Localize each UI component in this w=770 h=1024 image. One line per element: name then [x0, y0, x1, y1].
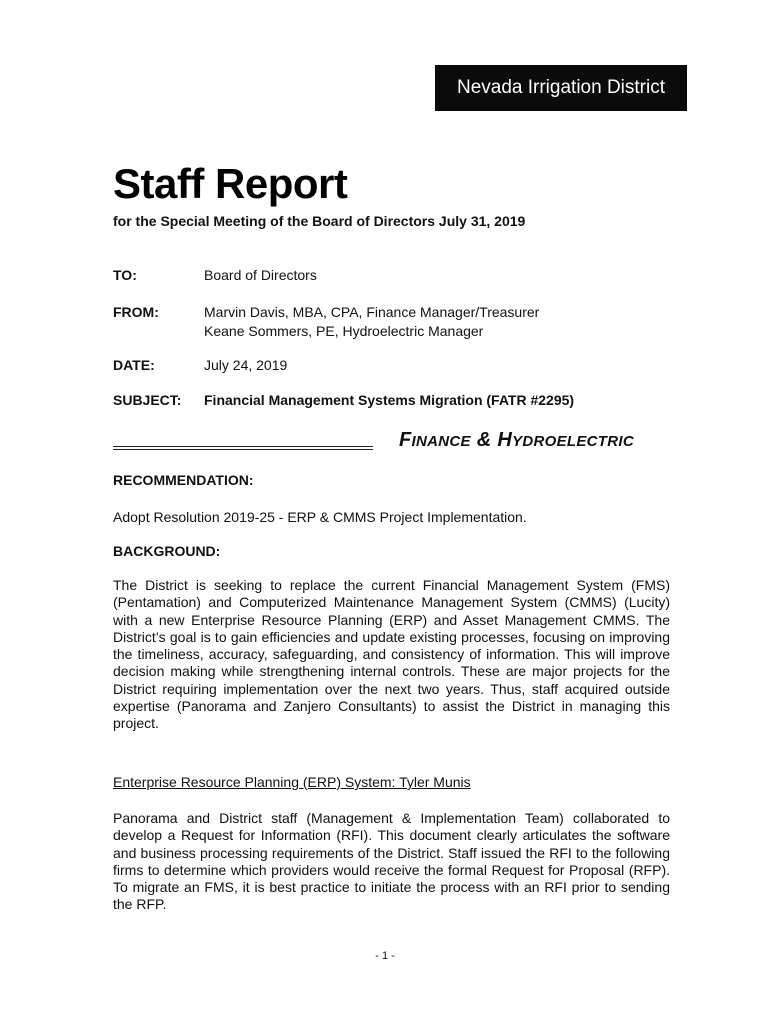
- memo-from-value: [204, 303, 539, 341]
- memo-subject-label: SUBJECT:: [113, 392, 182, 408]
- recommendation-text: Adopt Resolution 2019-25 - ERP & CMMS Project Implementation.: [113, 509, 527, 525]
- page-number: - 1 -: [375, 950, 395, 962]
- memo-date-row: [113, 356, 287, 375]
- memo-from-line-1: Marvin Davis, MBA, CPA, Finance Manager/Treasurer: [204, 304, 540, 320]
- report-subtitle: for the Special Meeting of the Board of Directors July 31, 2019: [113, 213, 526, 229]
- organization-banner: [435, 65, 687, 111]
- memo-date-label: DATE:: [113, 357, 155, 373]
- department-name: FINANCE & HYDROELECTRIC: [399, 429, 634, 451]
- memo-subject-value: Financial Management Systems Migration (FATR #2295): [204, 392, 575, 408]
- page-title: Staff Report: [113, 160, 348, 207]
- erp-heading: Enterprise Resource Planning (ERP) System: Tyler Munis: [113, 774, 471, 790]
- organization-name: Nevada Irrigation District: [456, 77, 666, 98]
- background-paragraph: The District is seeking to replace the current Financial Management System (FMS) (Pentamation) and Computerized Maintenance Management System (CMMS) (Lucity) with a new Enterprise Resource Planning (ERP) and Asset Management CMMS. The District’s goal is to gain efficiencies and update existing processes, focusing on improving the timeliness, accuracy, safeguarding, and consistency of information. This will improve decision making while strengthening internal controls. These are major projects for the District requiring implementation over the next two years. Thus, staff acquired outside expertise (Panorama and Zanjero Consultants) to assist the District in managing this project.: [113, 577, 670, 732]
- recommendation-heading: RECOMMENDATION:: [113, 472, 254, 488]
- memo-from-row: [113, 303, 539, 341]
- memo-from-line-2: Keane Sommers, PE, Hydroelectric Manager: [204, 323, 484, 339]
- memo-to-label: TO:: [113, 267, 137, 283]
- memo-to-row: [113, 266, 317, 285]
- background-heading: BACKGROUND:: [113, 543, 221, 559]
- erp-paragraph: Panorama and District staff (Management & Implementation Team) collaborated to develop a Request for Information (RFI). This document clearly articulates the software and business processing requirements of the District. Staff issued the RFI to the following firms to determine which providers would receive the formal Request for Proposal (RFP). To migrate an FMS, it is best practice to initiate the process with an RFI prior to sending the RFP.: [113, 810, 670, 913]
- memo-to-value: Board of Directors: [204, 267, 317, 283]
- section-divider: [113, 446, 373, 452]
- memo-subject-row: [113, 391, 574, 410]
- memo-date-value: July 24, 2019: [204, 357, 288, 373]
- memo-from-label: FROM:: [113, 304, 159, 320]
